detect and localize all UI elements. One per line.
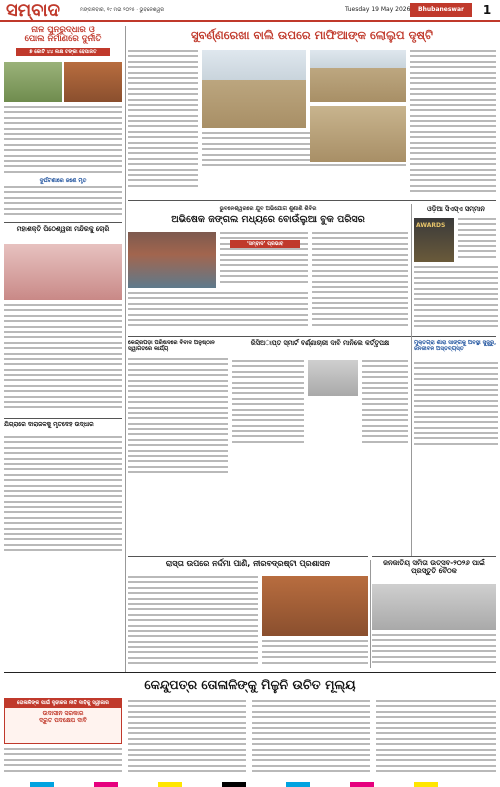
registration-swatch <box>350 782 374 787</box>
story-headline: ମୁକ୍ତଗ୍ରା ଶାରା ସାଙ୍ଗକୁ ଅବସ୍ଥା ସୁଜୁରୁ, ଜନଜୀବନ ଅସ୍ତବ୍ୟସ୍ତ <box>414 340 497 353</box>
highlight-kicker: ଉଦାସୀନ ସରକାର <box>42 710 84 717</box>
body-text <box>414 266 498 332</box>
body-text <box>458 218 496 264</box>
section-divider <box>128 200 496 201</box>
story-tag: ‘ସମ୍ବାଦ’ ପ୍ରଭାବ <box>230 240 300 248</box>
registration-swatch <box>222 782 246 787</box>
section-divider <box>372 556 496 557</box>
body-text <box>232 360 304 450</box>
body-text <box>128 292 308 332</box>
story-headline: ଜନଜାତିୟ ସମିତା ଉତ୍ସବ-୨୦୨୬ ପାଇଁ ପ୍ରସ୍ତୁତି ବୈଠକ <box>383 559 485 575</box>
dateline-odia: ମଙ୍ଗଳବାର, ୧୯ ମଇ ୨୦୨୫ · ଭୁବନେଶ୍ୱର <box>80 7 165 13</box>
body-text <box>414 362 498 452</box>
column-rule <box>370 560 371 668</box>
story-kicker: ୭ କୋଟି ୪୪ ଲକ୍ଷ ଟଙ୍କା ହେପାଜତ <box>16 48 110 56</box>
story-headline: କେନ୍ଦ୍ରପଡ଼ା ପରିଷଦରେ ବିବାଦ ଅନୁଷ୍ଠାନ ସ୍ୱାଗତରେ କାର୍ଯ୍ୟ <box>128 340 215 353</box>
body-text <box>128 576 258 668</box>
body-text <box>362 360 408 450</box>
section-divider <box>4 222 122 223</box>
registration-swatch <box>30 782 54 787</box>
body-text <box>312 232 408 332</box>
section-divider <box>4 418 122 419</box>
lead-story <box>128 26 496 46</box>
story-photo-crowd <box>128 232 216 288</box>
lead-headline: ସୁବର୍ଣ୍ଣରେଖା ବାଲି ଉପରେ ମାଫିଆଙ୍କ ଲୋଲୁପ ଦୃଷ୍ଟି <box>191 28 433 42</box>
story-headline: ଅଭିଷେକ ଜଙ୍ଗଲ ମଧ୍ୟରେ ବୋଉଁଲୁଆ ବୁକ ପରିସର <box>171 214 365 225</box>
column-rule <box>125 26 126 672</box>
body-text <box>128 700 246 778</box>
highlight-kicker: ଦ୍ରୁତ ପଦକ୍ଷେପ ଦାବି <box>39 716 87 724</box>
registration-swatch <box>94 782 118 787</box>
registration-swatch <box>414 782 438 787</box>
body-text <box>4 106 122 174</box>
edition-city: Bhubaneswar <box>410 3 472 17</box>
masthead <box>0 0 500 22</box>
body-text <box>4 748 122 778</box>
registration-swatches <box>0 782 500 787</box>
awards-sign: AWARDS <box>416 222 446 229</box>
body-text <box>372 634 496 668</box>
story-photo-awards <box>414 218 454 262</box>
story-headline: ମହାଶକ୍ତି ପିଠେଶ୍ୱରୀ ମନ୍ଦିରକୁ ଚୋରି <box>16 225 110 233</box>
lead-photo-sand-mining <box>202 50 306 128</box>
story-subhead: ଦୁର୍ଘଟଣାରେ ଜଣେ ମୃତ <box>39 178 87 184</box>
story-headline: ରିସିଅାପ୍ତ ସ୍ମାର୍ଟ ବର୍ଣ୍ଣାଚାରୀ ଦାବି ମାନିଲେ କର୍ତ୍ତୃପକ୍ଷ <box>250 339 390 347</box>
story-photo <box>4 62 62 102</box>
body-text <box>4 304 122 414</box>
lead-photo-truck <box>310 106 406 162</box>
story-headline: ରାସ୍ତା ଉପରେ ନର୍ଦ୍ଦମା ପାଣି, ନୀରବଦ୍ରଷ୍ଟା ପ୍ରଶାସନ <box>165 559 331 568</box>
column-rule <box>411 204 412 556</box>
body-text <box>128 358 228 478</box>
body-text <box>410 50 496 200</box>
story-photo-meeting <box>372 584 496 630</box>
story-photo <box>308 360 358 396</box>
section-divider <box>128 336 496 337</box>
body-text <box>4 436 122 556</box>
body-text <box>4 186 122 218</box>
newspaper-logo: ସମ୍ବାଦ <box>6 0 60 21</box>
bottom-headline: କେନ୍ଦୁପତ୍ର ତୋଳାଳିଙ୍କୁ ମିଳୁନି ଉଚିତ ମୂଲ୍ୟ <box>144 677 356 692</box>
dateline-english: Tuesday 19 May 2026 <box>345 6 411 13</box>
registration-swatch <box>286 782 310 787</box>
story-photo <box>64 62 122 102</box>
section-divider <box>128 556 368 557</box>
lead-photo-riverbed <box>310 50 406 102</box>
story-kicker: ଭୁବନେଶ୍ୱରରେ ଯୁବ ଅଭିଯୋଗ ଶୁଣାଣି ଶିବିର <box>219 206 317 212</box>
body-text <box>252 700 370 778</box>
highlight-title: ତୋଳାଳିଙ୍କ ପାଇଁ ଦୃଢୀକର ନୀତି ଦାବିକୁ ସ୍ୱୀକାର <box>5 699 121 708</box>
page-number: 1 <box>478 2 496 18</box>
body-text <box>128 50 198 190</box>
story-photo-drain <box>262 576 368 636</box>
story-headline: ଓଡ଼ିଆ ସିଏସ୍‌ଏ ସମ୍ମାନ <box>427 205 485 213</box>
section-divider <box>4 672 496 673</box>
body-text <box>262 640 368 668</box>
registration-swatch <box>158 782 182 787</box>
body-text <box>376 700 496 778</box>
story-headline: ନାଳ ପୁନରୁଦ୍ଧାର ଓ <box>31 26 95 35</box>
story-headline: ପୋଲ ନିର୍ମାଣରେ ଦୁର୍ନୀତି <box>24 34 102 45</box>
bottom-highlight-box <box>4 698 122 744</box>
story-headline: ଯିଗ୍ରାରେ ଦାରାଜଳକୁ ମୃତଦେହ ଉଦ୍ଧାର <box>4 421 94 428</box>
story-photo-temple <box>4 244 122 300</box>
